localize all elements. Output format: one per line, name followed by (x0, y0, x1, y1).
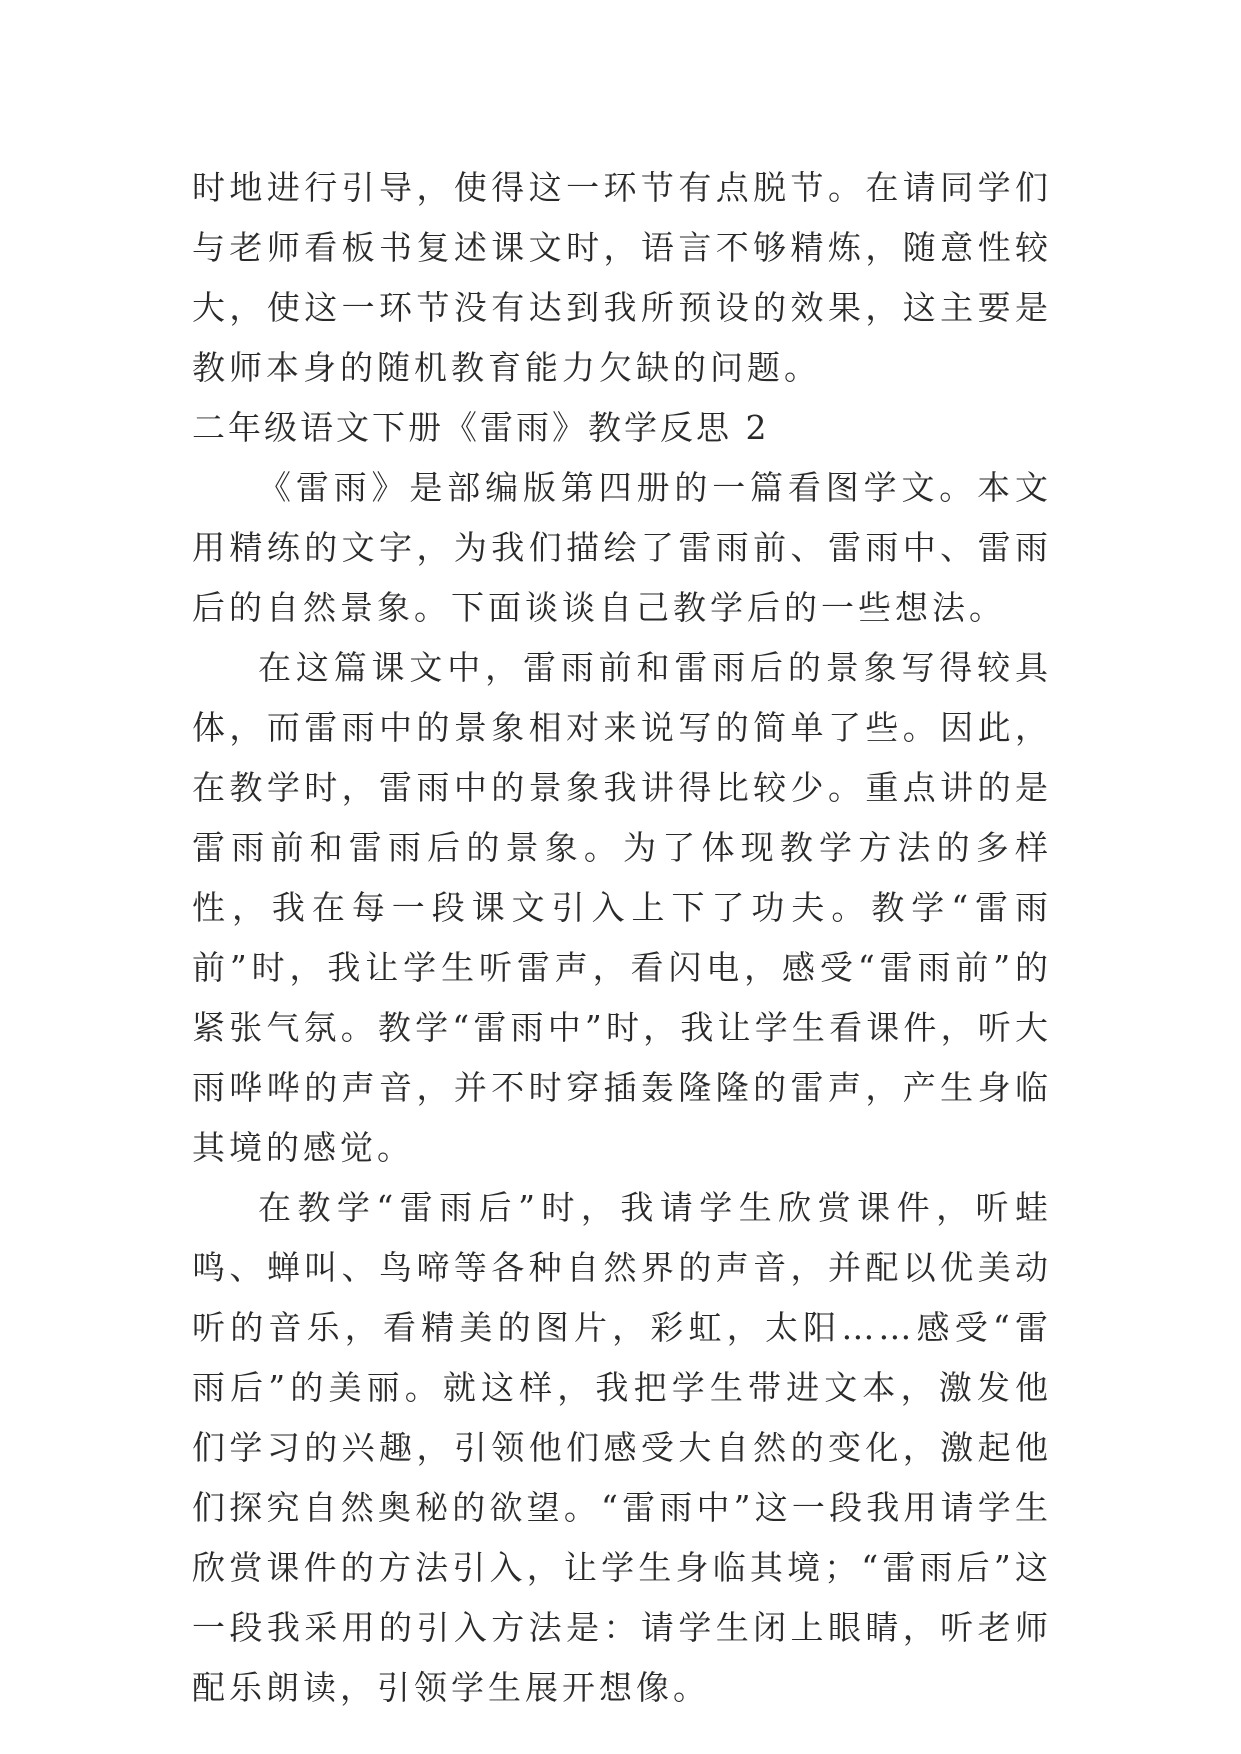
paragraph-body-2: 在教学“雷雨后”时，我请学生欣赏课件，听蛙鸣、蝉叫、鸟啼等各种自然界的声音，并配以优美动听的音乐，看精美的图片，彩虹，太阳……感受“雷雨后”的美丽。就这样，我把学生带进文本，激发他们学习的兴趣，引领他们感受大自然的变化，激起他们探究自然奥秘的欲望。“雷雨中”这一段我用请学生欣赏课件的方法引入，让学生身临其境；“雷雨后”这一段我采用的引入方法是：请学生闭上眼睛，听老师配乐朗读，引领学生展开想像。 (192, 1188, 1052, 1707)
document-body (192, 158, 1052, 1718)
paragraph-intro: 《雷雨》是部编版第四册的一篇看图学文。本文用精练的文字，为我们描绘了雷雨前、雷雨中、雷雨后的自然景象。下面谈谈自己教学后的一些想法。 (192, 468, 1052, 627)
section-heading: 二年级语文下册《雷雨》教学反思 2 (192, 408, 770, 447)
paragraph-continuation: 时地进行引导，使得这一环节有点脱节。在请同学们与老师看板书复述课文时，语言不够精炼，随意性较大，使这一环节没有达到我所预设的效果，这主要是教师本身的随机教育能力欠缺的问题。 (192, 168, 1052, 387)
paragraph-body-1: 在这篇课文中，雷雨前和雷雨后的景象写得较具体，而雷雨中的景象相对来说写的简单了些。因此，在教学时，雷雨中的景象我讲得比较少。重点讲的是雷雨前和雷雨后的景象。为了体现教学方法的多样性，我在每一段课文引入上下了功夫。教学“雷雨前”时，我让学生听雷声，看闪电，感受“雷雨前”的紧张气氛。教学“雷雨中”时，我让学生看课件，听大雨哗哗的声音，并不时穿插轰隆隆的雷声，产生身临其境的感觉。 (192, 648, 1052, 1167)
